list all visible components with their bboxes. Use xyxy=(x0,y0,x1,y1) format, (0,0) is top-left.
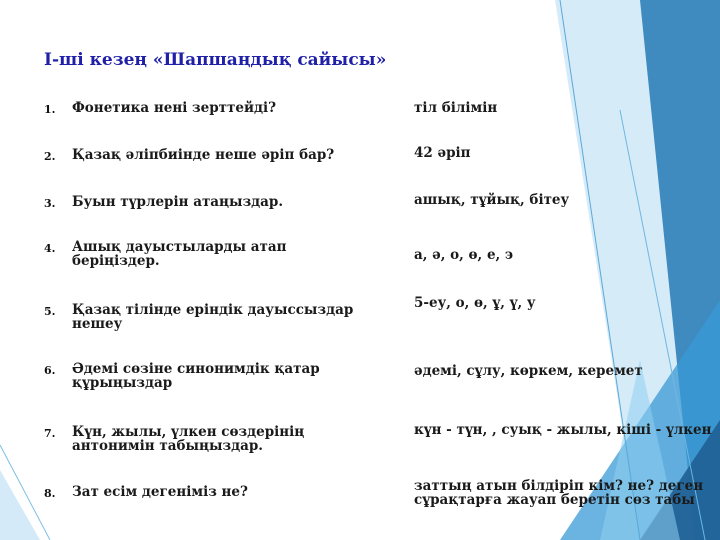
facet-bottom-left xyxy=(0,470,40,540)
item-answer: әдемі, сұлу, көркем, керемет xyxy=(414,363,643,379)
item-question: Күн, жылы, үлкен сөздерінің антонимін табыңыздар. xyxy=(72,424,305,454)
item-number: 5. xyxy=(44,305,56,318)
item-number: 7. xyxy=(44,427,56,440)
item-answer: 42 әріп xyxy=(414,145,471,161)
item-question: Фонетика нені зерттейді? xyxy=(72,100,277,116)
item-question: Қазақ тілінде еріндік дауыссыздар нешеу xyxy=(72,302,354,332)
item-answer: тіл білімін xyxy=(414,100,498,116)
item-question: Зат есім дегеніміз не? xyxy=(72,484,248,500)
item-number: 1. xyxy=(44,103,56,116)
item-answer: а, ә, о, ө, е, э xyxy=(414,247,514,263)
item-answer: күн - түн, , суық - жылы, кіші - үлкен xyxy=(414,422,712,438)
item-number: 3. xyxy=(44,197,56,210)
item-answer: 5-еу, о, ө, ұ, ү, у xyxy=(414,295,536,311)
item-question: Қазақ әліпбиінде неше әріп бар? xyxy=(72,147,335,163)
item-number: 2. xyxy=(44,150,56,163)
item-number: 4. xyxy=(44,242,56,255)
item-answer: заттың атын білдіріп кім? не? деген сұрақтарға жауап беретін сөз табы xyxy=(414,478,704,508)
item-number: 8. xyxy=(44,487,56,500)
item-number: 6. xyxy=(44,364,56,377)
item-question: Буын түрлерін атаңыздар. xyxy=(72,194,284,210)
item-question: Әдемі сөзіне синонимдік қатар құрыңыздар xyxy=(72,361,320,391)
item-answer: ашық, тұйық, бітеу xyxy=(414,192,570,208)
slide-title: І-ші кезең «Шапшаңдық сайысы» xyxy=(44,50,387,70)
item-question: Ашық дауыстыларды атап беріңіздер. xyxy=(72,239,287,269)
